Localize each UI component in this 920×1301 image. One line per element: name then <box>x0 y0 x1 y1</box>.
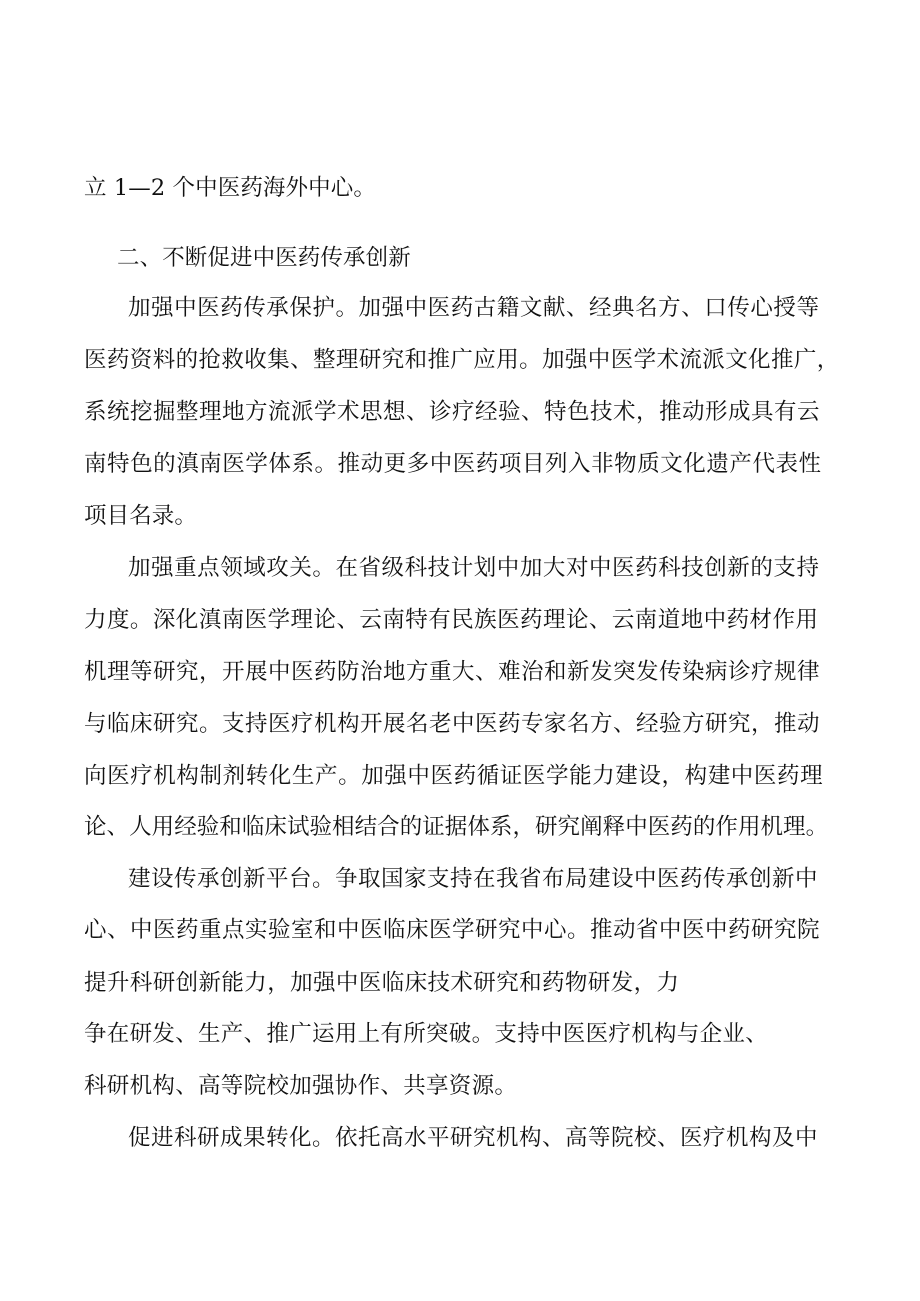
paragraph-line: 促进科研成果转化。依托高水平研究机构、高等院校、医疗机构及中 <box>128 1125 819 1151</box>
paragraph-line: 加强中医药传承保护。加强中医药古籍文献、经典名方、口传心授等 <box>128 295 820 321</box>
paragraph-line: 与临床研究。支持医疗机构开展名老中医药专家名方、经验方研究，推动 <box>84 711 821 737</box>
paragraph-line: 向医疗机构制剂转化生产。加强中医药循证医学能力建设，构建中医药理 <box>84 763 824 789</box>
paragraph-line: 机理等研究，开展中医药防治地方重大、难治和新发突发传染病诊疗规律 <box>84 659 821 685</box>
paragraph-line: 项目名录。 <box>84 503 198 529</box>
paragraph-line: 争在研发、生产、推广运用上有所突破。支持中医医疗机构与企业、 <box>84 1021 769 1047</box>
paragraph-line: 力度。深化滇南医学理论、云南特有民族医药理论、云南道地中药材作用 <box>84 607 819 633</box>
paragraph-line: 科研机构、高等院校加强协作、共享资源。 <box>84 1073 518 1099</box>
paragraph-line: 加强重点领域攻关。在省级科技计划中加大对中医药科技创新的支持 <box>128 555 820 581</box>
section-heading: 二、不断促进中医药传承创新 <box>117 245 411 271</box>
paragraph-line: 南特色的滇南医学体系。推动更多中医药项目列入非物质文化遗产代表性 <box>84 451 822 477</box>
paragraph-line: 建设传承创新平台。争取国家支持在我省布局建设中医药传承创新中 <box>128 866 819 892</box>
paragraph-line: 提升科研创新能力，加强中医临床技术研究和药物研发，力 <box>84 970 680 996</box>
paragraph-line: 医药资料的抢救收集、整理研究和推广应用。加强中医学术流派文化推广， <box>84 347 840 373</box>
paragraph-line: 论、人用经验和临床试验相结合的证据体系，研究阐释中医药的作用机理。 <box>84 814 829 840</box>
paragraph-line: 心、中医药重点实验室和中医临床医学研究中心。推动省中医中药研究院 <box>84 917 821 943</box>
paragraph-line: 立 1—2 个中医药海外中心。 <box>84 175 376 201</box>
paragraph-line: 系统挖掘整理地方流派学术思想、诊疗经验、特色技术，推动形成具有云 <box>84 399 821 425</box>
